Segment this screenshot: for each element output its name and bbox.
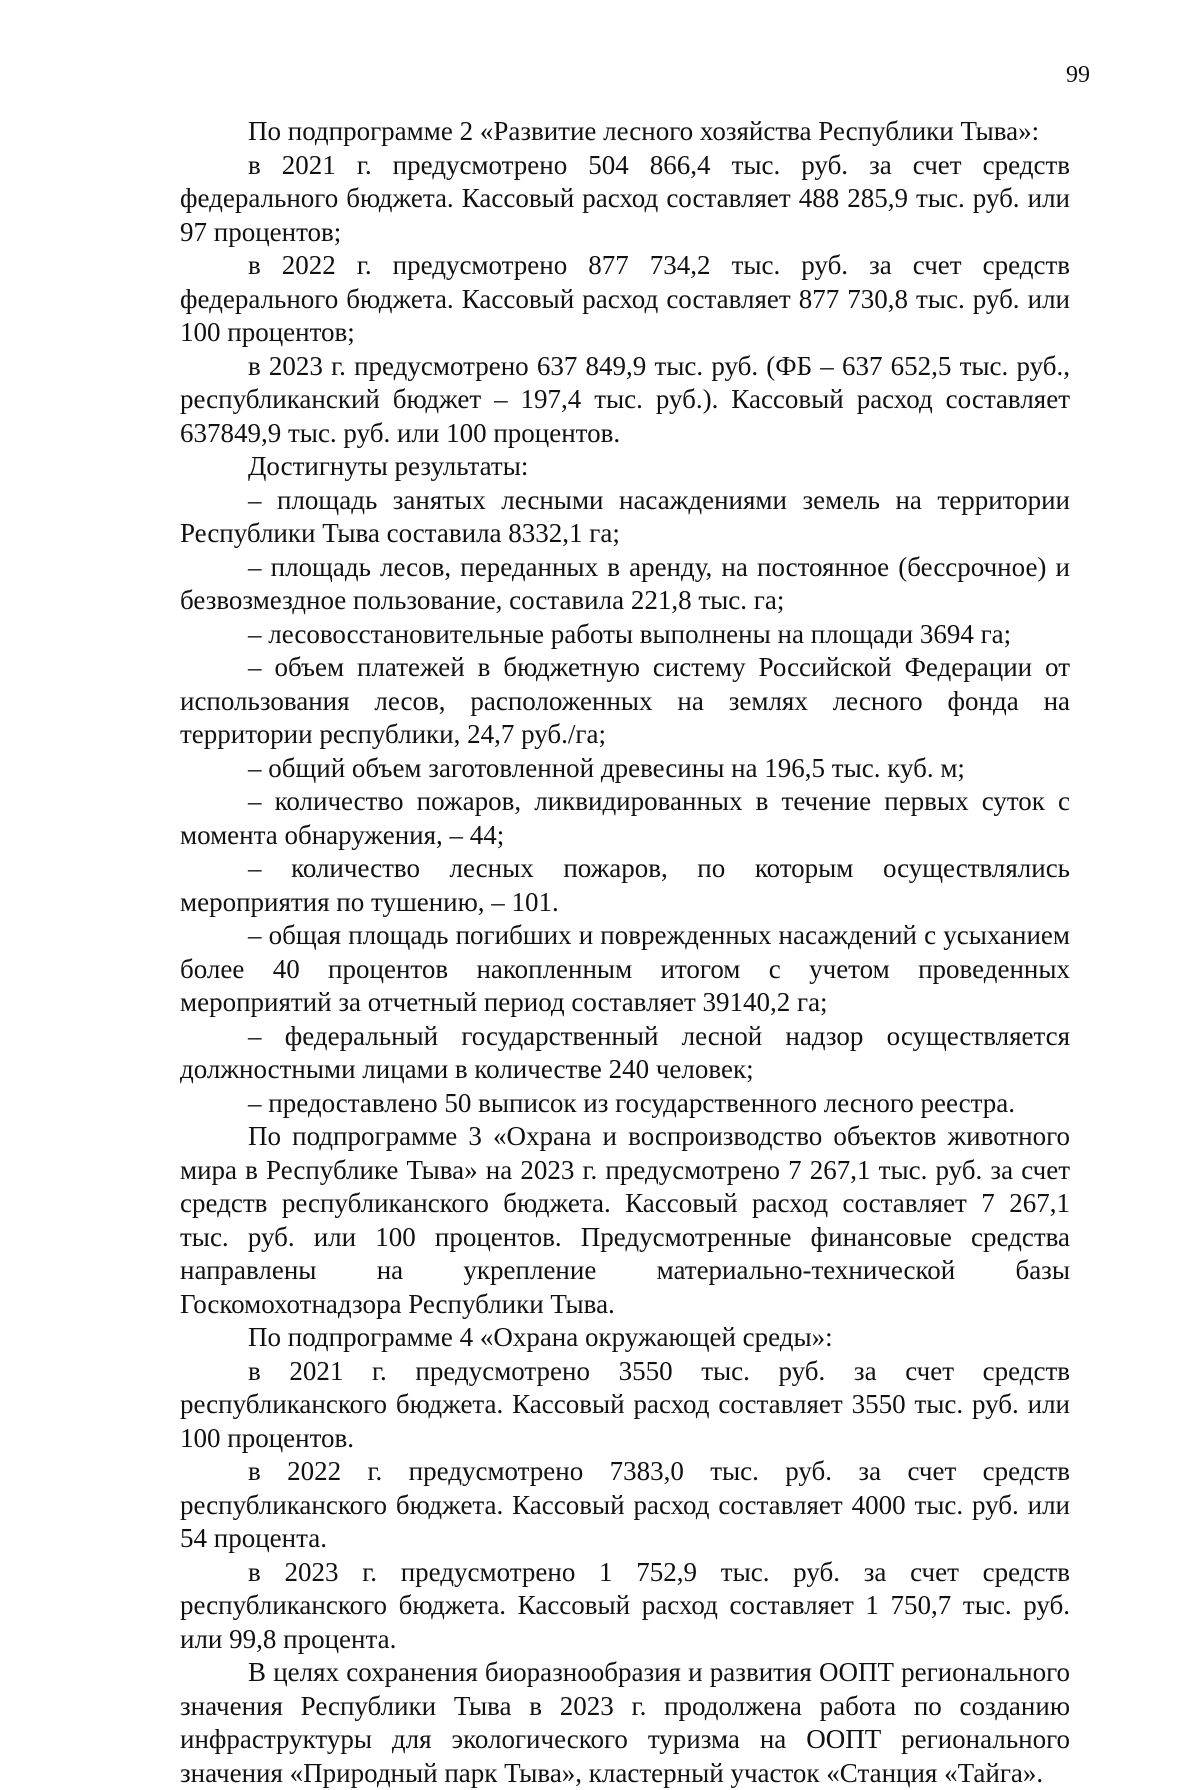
result-item: – общий объем заготовленной древесины на 196,5 тыс. куб. м; (248, 752, 965, 783)
paragraph-subprogram-4-2023: в 2023 г. предусмотрено 1 752,9 тыс. руб. за счет средств республиканского бюджета. Кассовый расход составляет 1 750,7 тыс. руб. или 99,8 процента. (180, 1556, 1070, 1654)
result-item: – федеральный государственный лесной надзор осуществляется должностными лицами в количестве 240 человек; (180, 1020, 1070, 1084)
result-item: – предоставлено 50 выписок из государственного лесного реестра. (248, 1087, 1015, 1118)
page-number: 99 (1066, 62, 1090, 88)
paragraph-subprogram-2-2022: в 2022 г. предусмотрено 877 734,2 тыс. руб. за счет средств федерального бюджета. Кассовый расход составляет 877 730,8 тыс. руб. или 100 процентов; (180, 250, 1070, 347)
paragraph-biodiversity: В целях сохранения биоразнообразия и развития ООПТ регионального значения Республики Тыва в 2023 г. продолжена работа по созданию инфраструктуры для экологического туризма на ООПТ регионального значения «Природный парк Тыва», кластерный участок «Станция «Тайга». (180, 1657, 1070, 1788)
result-item: – лесовосстановительные работы выполнены на площади 3694 га; (248, 618, 1012, 649)
result-item: – количество лесных пожаров, по которым осуществлялись мероприятия по тушению, – 101. (180, 853, 1070, 917)
result-item: – количество пожаров, ликвидированных в течение первых суток с момента обнаружения, – 44; (180, 786, 1070, 850)
paragraph-subprogram-3: По подпрограмме 3 «Охрана и воспроизводство объектов животного мира в Республике Тыва» на 2023 г. предусмотрено 7 267,1 тыс. руб. за счет средств республиканского бюджета. Кассовый расход составляет 7 267,1 тыс. руб. или 100 процентов. Предусмотренные финансовые средства направлены на укрепление материально-технической базы Госкомохотнадзора Республики Тыва. (180, 1121, 1070, 1319)
paragraph-subprogram-4-heading: По подпрограмме 4 «Охрана окружающей среды»: (248, 1322, 833, 1352)
paragraph-subprogram-4-2022: в 2022 г. предусмотрено 7383,0 тыс. руб. за счет средств республиканского бюджета. Кассовый расход составляет 4000 тыс. руб. или 54 процента. (180, 1456, 1070, 1553)
paragraph-subprogram-2-heading: По подпрограмме 2 «Развитие лесного хозяйства Республики Тыва»: (248, 116, 1040, 146)
paragraph-results-heading: Достигнуты результаты: (248, 451, 529, 481)
page-body (180, 115, 1070, 1790)
result-item: – площадь занятых лесными насаждениями земель на территории Республики Тыва составила 8332,1 га; (180, 484, 1070, 548)
result-item: – общая площадь погибших и поврежденных насаждений с усыханием более 40 процентов накопленным итогом с учетом проведенных мероприятий за отчетный период составляет 39140,2 га; (180, 920, 1070, 1017)
paragraph-subprogram-2-2021: в 2021 г. предусмотрено 504 866,4 тыс. руб. за счет средств федерального бюджета. Кассовый расход составляет 488 285,9 тыс. руб. или 97 процентов; (180, 149, 1070, 247)
paragraph-subprogram-2-2023: в 2023 г. предусмотрено 637 849,9 тыс. руб. (ФБ – 637 652,5 тыс. руб., республиканский бюджет – 197,4 тыс. руб.). Кассовый расход составляет 637849,9 тыс. руб. или 100 процентов. (180, 350, 1070, 448)
paragraph-subprogram-4-2021: в 2021 г. предусмотрено 3550 тыс. руб. за счет средств республиканского бюджета. Кассовый расход составляет 3550 тыс. руб. или 100 процентов. (180, 1355, 1070, 1453)
result-item: – объем платежей в бюджетную систему Российской Федерации от использования лесов, расположенных на землях лесного фонда на территории республики, 24,7 руб./га; (180, 652, 1070, 749)
result-item: – площадь лесов, переданных в аренду, на постоянное (бессрочное) и безвозмездное пользование, составила 221,8 тыс. га; (180, 551, 1070, 615)
